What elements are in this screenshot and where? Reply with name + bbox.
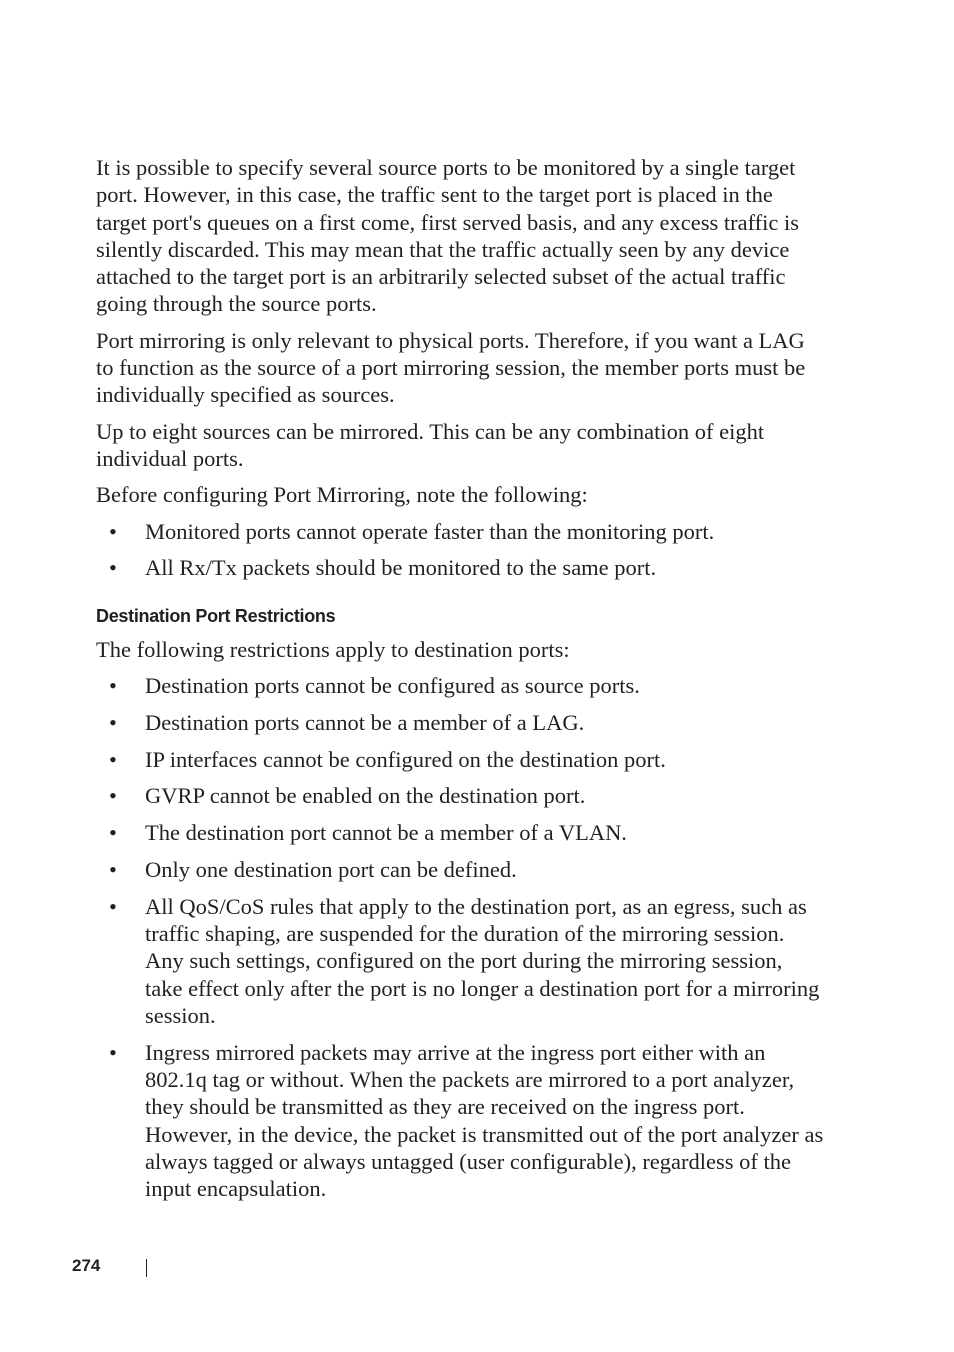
list-item <box>96 672 824 699</box>
bullet-icon: • <box>109 893 117 919</box>
paragraph-before-configuring: Before configuring Port Mirroring, note the following: <box>96 482 588 508</box>
list-item-text: Ingress mirrored packets may arrive at the ingress port either with an 802.1q tag or without. When the packets are mirrored to a port analyzer, they should be transmitted as they are received on the ingress port. However, in the device, the packet is transmitted out of the port analyzer as always tagged or always untagged (user configurable), regardless of the input encapsulation. <box>145 1039 824 1202</box>
section-heading: Destination Port Restrictions <box>96 605 336 626</box>
list-item-text: Only one destination port can be defined. <box>145 856 517 882</box>
list-item-text: GVRP cannot be enabled on the destination port. <box>145 783 586 809</box>
list-item-text: All QoS/CoS rules that apply to the destination port, as an egress, such as traffic shaping, are suspended for the duration of the mirroring session. Any such settings, configured on the port during the mirroring session, take effect only after the port is no longer a destination port for a mirroring session. <box>145 893 820 1028</box>
list-item <box>96 518 824 545</box>
page-number: 274 <box>72 1256 101 1275</box>
list-item-text: Destination ports cannot be a member of a LAG. <box>145 709 585 735</box>
section-intro: The following restrictions apply to destination ports: <box>96 636 570 662</box>
bullet-icon: • <box>109 820 117 846</box>
list-item-text: The destination port cannot be a member of a VLAN. <box>145 820 627 846</box>
list-item <box>96 554 824 581</box>
list-item <box>96 856 824 883</box>
port-mirroring-notes-list <box>96 518 824 582</box>
page-body <box>96 154 824 1212</box>
list-item-text: Destination ports cannot be configured as source ports. <box>145 672 640 698</box>
bullet-icon: • <box>109 783 117 809</box>
bullet-icon: • <box>109 555 117 581</box>
list-item <box>96 893 824 1029</box>
bullet-icon: • <box>109 518 117 544</box>
list-item <box>96 709 824 736</box>
list-item <box>96 819 824 846</box>
paragraph-physical-ports: Port mirroring is only relevant to physical ports. Therefore, if you want a LAG to function as the source of a port mirroring session, the member ports must be individually specified as sources. <box>96 327 806 408</box>
bullet-icon: • <box>109 709 117 735</box>
bullet-icon: • <box>109 1039 117 1065</box>
list-item-text: All Rx/Tx packets should be monitored to the same port. <box>145 555 657 581</box>
destination-restrictions-list <box>96 672 824 1203</box>
list-item <box>96 746 824 773</box>
bullet-icon: • <box>109 746 117 772</box>
footer-divider <box>146 1259 147 1277</box>
paragraph-eight-sources: Up to eight sources can be mirrored. This can be any combination of eight individual ports. <box>96 418 765 471</box>
list-item <box>96 1039 824 1203</box>
list-item-text: IP interfaces cannot be configured on the destination port. <box>145 746 666 772</box>
paragraph-multiple-sources: It is possible to specify several source ports to be monitored by a single target port. However, in this case, the traffic sent to the target port is placed in the target port's queues on a first come, first served basis, and any excess traffic is silently discarded. This may mean that the traffic actually seen by any device attached to the target port is an arbitrarily selected subset of the actual traffic going through the source ports. <box>96 155 800 317</box>
bullet-icon: • <box>109 672 117 698</box>
bullet-icon: • <box>109 856 117 882</box>
list-item <box>96 782 824 809</box>
list-item-text: Monitored ports cannot operate faster than the monitoring port. <box>145 518 715 544</box>
